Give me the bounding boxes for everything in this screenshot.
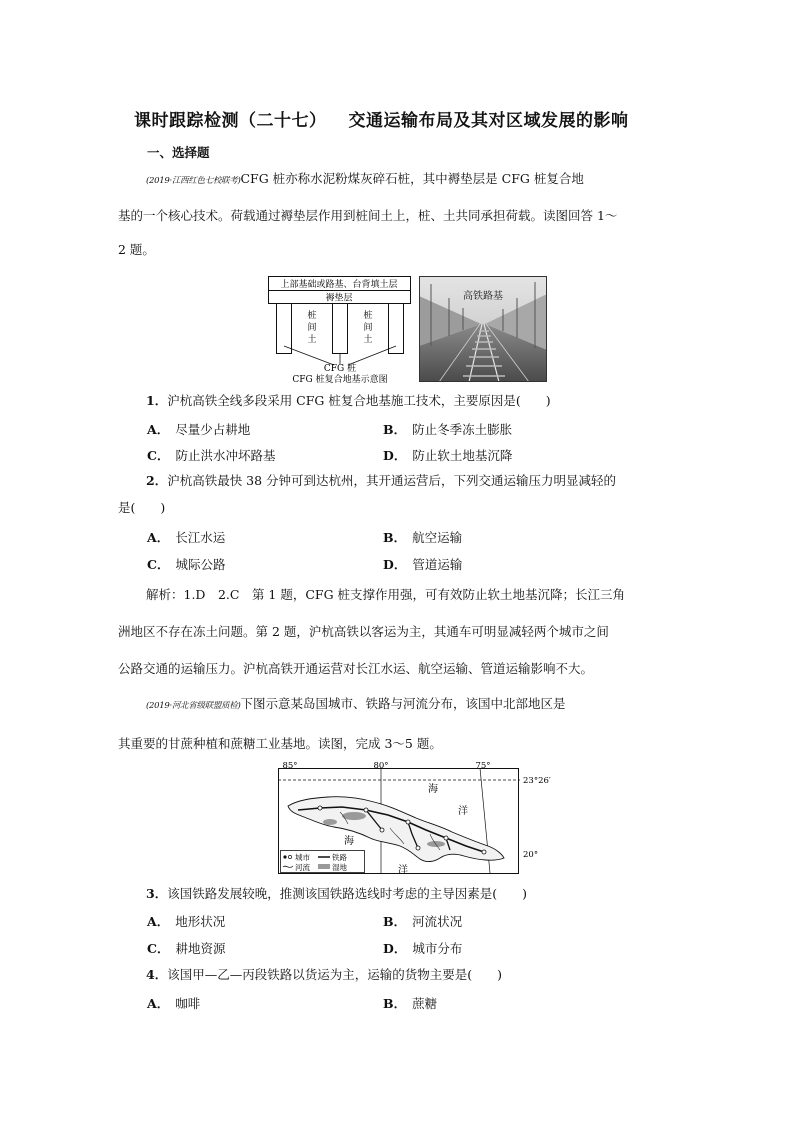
intro2-line2: 其重要的甘蔗种植和蔗糖工业基地。读图，完成 3～5 题。	[118, 736, 442, 751]
page-title	[134, 106, 674, 131]
legend-city: 城市	[295, 853, 310, 862]
diagram-cushion-label: 褥垫层	[325, 293, 353, 304]
section-heading: 一、选择题	[147, 145, 210, 160]
intro1-line3: 2 题。	[118, 242, 155, 257]
sea-label-3: 海	[344, 836, 354, 847]
q1-option-c[interactable]: C． 防止洪水冲坏路基	[147, 448, 276, 463]
q1-option-a[interactable]: A． 尽量少占耕地	[147, 422, 251, 437]
q1-text: 沪杭高铁全线多段采用 CFG 桩复合地基施工技术，主要原因是( )	[167, 393, 551, 408]
analysis-line3: 公路交通的运输压力。沪杭高铁开通运营对长江水运、航空运输、管道运输影响不大。	[118, 661, 594, 676]
q4-text: 该国甲—乙—丙段铁路以货运为主，运输的货物主要是( )	[167, 967, 502, 982]
q3-text: 该国铁路发展较晚，推测该国铁路选线时考虑的主导因素是( )	[167, 886, 527, 901]
title-part1: 课时跟踪检测（二十七）	[134, 111, 327, 131]
wetland-2	[323, 819, 337, 825]
soil-label-2: 桩间土	[363, 311, 373, 345]
lat-label-bottom: 20°	[523, 850, 539, 860]
title-part2: 交通运输布局及其对区域发展的影响	[348, 111, 629, 131]
legend-river: 河流	[295, 863, 310, 872]
lon-label-75: 75°	[475, 761, 491, 771]
analysis-line2: 洲地区不存在冻土问题。第 2 题，沪杭高铁以客运为主，其通车可明显减轻两个城市之间	[118, 624, 609, 639]
map-legend	[281, 851, 365, 873]
sea-label-4: 洋	[398, 865, 408, 876]
intro1-line1: CFG 桩亦称水泥粉煤灰碎石桩，其中褥垫层是 CFG 桩复合地	[240, 171, 584, 186]
q1-number: 1．	[146, 393, 168, 408]
q2-line2: 是( )	[118, 500, 166, 515]
question-1	[118, 387, 678, 414]
lon-label-80: 80°	[373, 761, 389, 771]
q1-option-b[interactable]: B． 防止冬季冻土膨胀	[383, 422, 513, 437]
q2-line1: 沪杭高铁最快 38 分钟可到达杭州，其开通运营后，下列交通运输压力明显减轻的	[167, 473, 617, 488]
q3-option-d[interactable]: D． 城市分布	[383, 941, 463, 956]
q3-option-a[interactable]: A． 地形状况	[147, 914, 226, 929]
legend-railway: 铁路	[332, 853, 347, 862]
lon-label-85: 85°	[282, 761, 298, 771]
q2-option-d[interactable]: D． 管道运输	[383, 557, 463, 572]
lat-label-top: 23°26′	[523, 776, 551, 786]
intro1-line2: 基的一个核心技术。荷载通过褥垫层作用到桩间土上，桩、土共同承担荷载。读图回答 1～	[118, 208, 618, 223]
pile-2	[333, 304, 348, 354]
intro-paragraph-2	[118, 689, 678, 758]
soil-label-1: 桩间土	[307, 311, 317, 345]
cfg-diagram	[268, 276, 414, 384]
intro-paragraph-1	[118, 165, 678, 263]
question-3	[118, 880, 678, 907]
legend-wetland: 湿地	[332, 863, 347, 872]
question-2	[118, 467, 678, 521]
source-citation-1: (2019·江西红色七校联考)	[146, 176, 241, 186]
sea-label-2: 洋	[458, 806, 468, 817]
question-4	[118, 961, 678, 988]
island-map	[270, 760, 560, 878]
q2-number: 2．	[146, 473, 168, 488]
q3-option-b[interactable]: B． 河流状况	[383, 914, 463, 929]
analysis-line1: 解析：1.D 2.C 第 1 题，CFG 桩支撑作用强，可有效防止软土地基沉降；长江三角	[146, 587, 626, 602]
q4-number: 4．	[146, 967, 168, 982]
diagram-caption: CFG 桩复合地基示意图	[292, 375, 388, 384]
q4-option-b[interactable]: B． 蔗糖	[383, 996, 438, 1011]
q1-option-d[interactable]: D． 防止软土地基沉降	[383, 448, 513, 463]
wetland-1	[342, 812, 366, 820]
q2-option-c[interactable]: C． 城际公路	[147, 557, 226, 572]
q2-option-b[interactable]: B． 航空运输	[383, 530, 463, 545]
q4-option-a[interactable]: A． 咖啡	[147, 996, 201, 1011]
source-citation-2: (2019·河北省级联盟质检)	[146, 701, 241, 711]
photo-label: 高铁路基	[463, 291, 503, 302]
q3-number: 3．	[146, 886, 168, 901]
intro2-line1: 下图示意某岛国城市、铁路与河流分布，该国中北部地区是	[240, 696, 566, 711]
diagram-top-label: 上部基础或路基、台背填土层	[280, 280, 398, 290]
railway-photo	[419, 276, 547, 382]
sea-label-1: 海	[428, 784, 438, 795]
q3-option-c[interactable]: C． 耕地资源	[147, 941, 226, 956]
diagram-pile-label: CFG 桩	[323, 364, 357, 374]
q2-option-a[interactable]: A． 长江水运	[147, 530, 226, 545]
analysis-paragraph	[118, 580, 678, 683]
